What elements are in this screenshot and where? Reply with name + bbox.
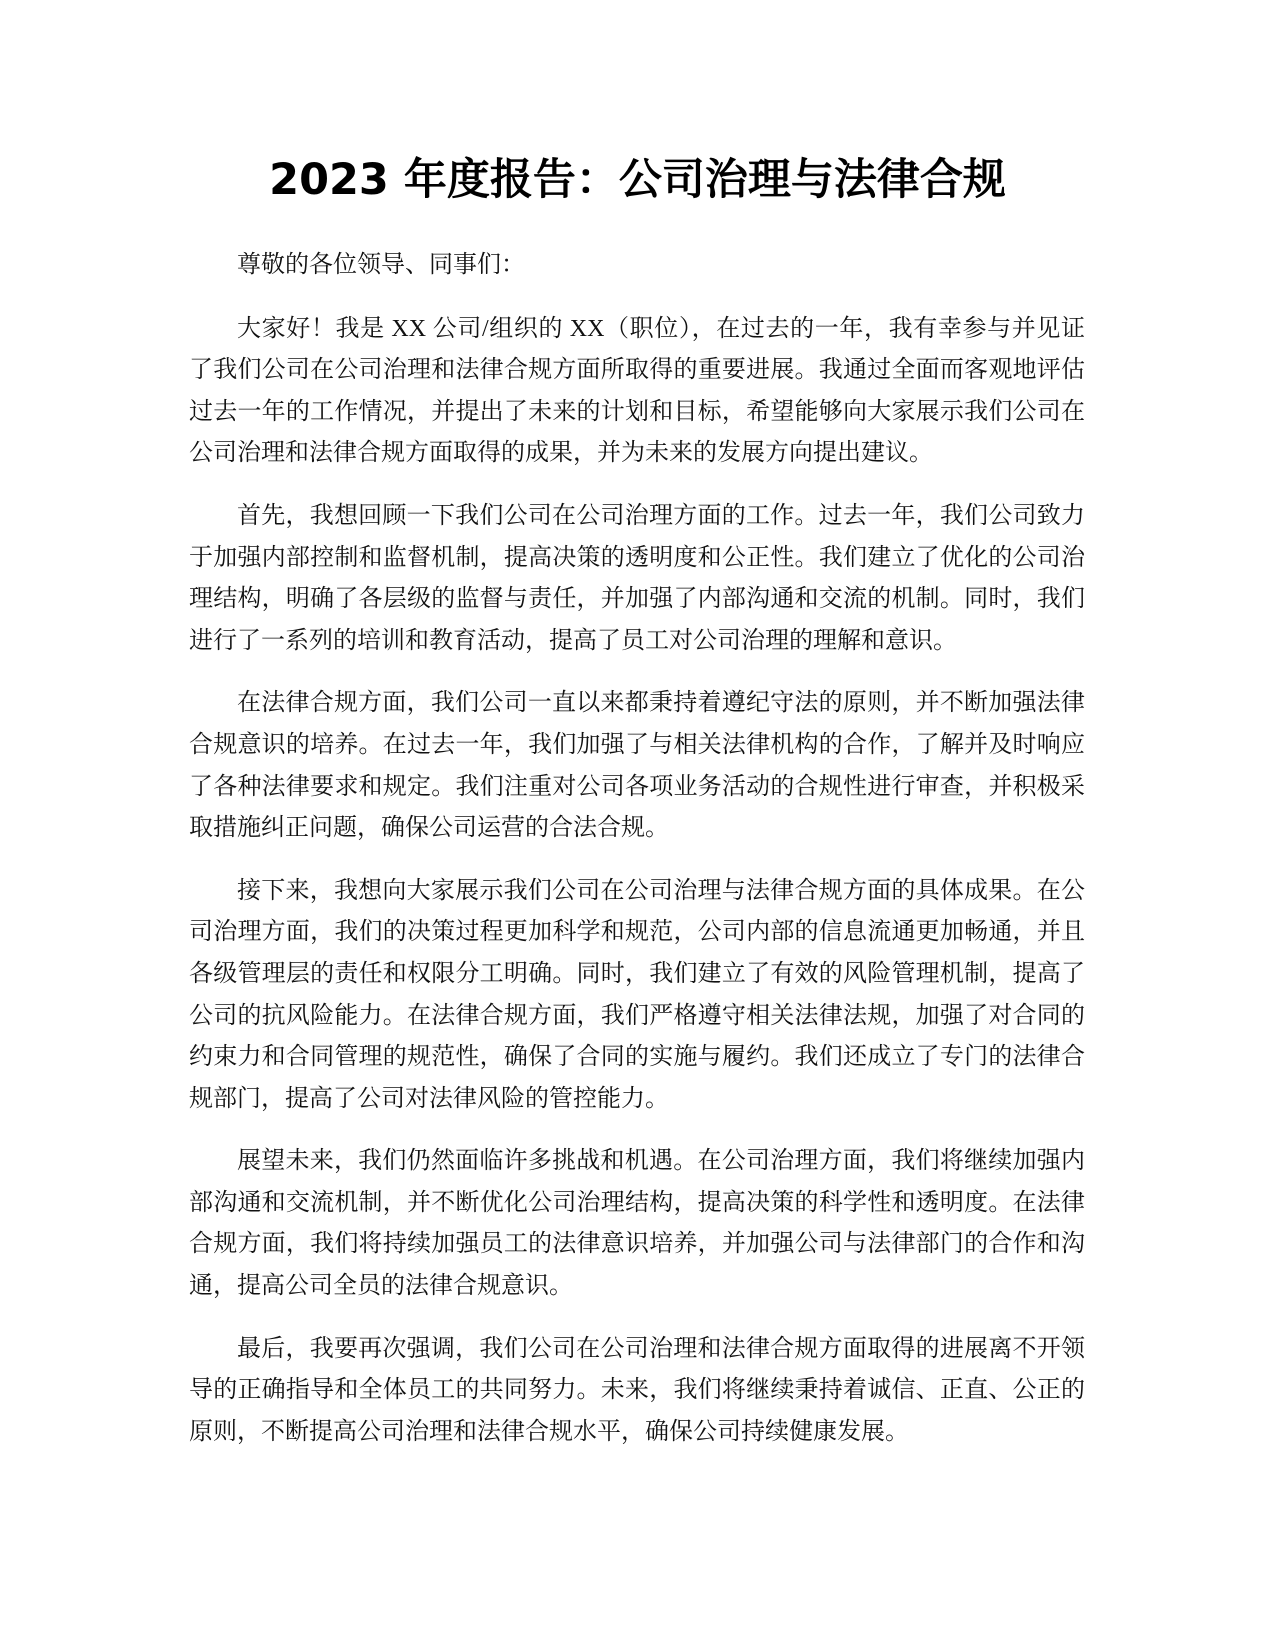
- paragraph-governance-review: 首先，我想回顾一下我们公司在公司治理方面的工作。过去一年，我们公司致力于加强内部控制和监督机制，提高决策的透明度和公正性。我们建立了优化的公司治理结构，明确了各层级的监督与责任，并加强了内部沟通和交流的机制。同时，我们进行了一系列的培训和教育活动，提高了员工对公司治理的理解和意识。: [189, 502, 1085, 654]
- document-body: [189, 245, 1085, 1474]
- paragraph-intro: 大家好！我是 XX 公司/组织的 XX（职位），在过去的一年，我有幸参与并见证了我们公司在公司治理和法律合规方面所取得的重要进展。我通过全面而客观地评估过去一年的工作情况，并提出了未来的计划和目标，希望能够向大家展示我们公司在公司治理和法律合规方面取得的成果，并为未来的发展方向提出建议。: [189, 315, 1085, 467]
- paragraph-achievements: 接下来，我想向大家展示我们公司在公司治理与法律合规方面的具体成果。在公司治理方面，我们的决策过程更加科学和规范，公司内部的信息流通更加畅通，并且各级管理层的责任和权限分工明确。同时，我们建立了有效的风险管理机制，提高了公司的抗风险能力。在法律合规方面，我们严格遵守相关法律法规，加强了对合同的约束力和合同管理的规范性，确保了合同的实施与履约。我们还成立了专门的法律合规部门，提高了公司对法律风险的管控能力。: [189, 877, 1085, 1112]
- document-title: 2023 年度报告：公司治理与法律合规: [269, 155, 1006, 205]
- paragraph-outlook: 展望未来，我们仍然面临许多挑战和机遇。在公司治理方面，我们将继续加强内部沟通和交流机制，并不断优化公司治理结构，提高决策的科学性和透明度。在法律合规方面，我们将持续加强员工的法律意识培养，并加强公司与法律部门的合作和沟通，提高公司全员的法律合规意识。: [189, 1148, 1085, 1300]
- greeting-line: 尊敬的各位领导、同事们：: [237, 252, 525, 278]
- paragraph-legal-compliance: 在法律合规方面，我们公司一直以来都秉持着遵纪守法的原则，并不断加强法律合规意识的培养。在过去一年，我们加强了与相关法律机构的合作，了解并及时响应了各种法律要求和规定。我们注重对公司各项业务活动的合规性进行审查，并积极采取措施纠正问题，确保公司运营的合法合规。: [189, 690, 1085, 842]
- paragraph-conclusion: 最后，我要再次强调，我们公司在公司治理和法律合规方面取得的进展离不开领导的正确指导和全体员工的共同努力。未来，我们将继续秉持着诚信、正直、公正的原则，不断提高公司治理和法律合规水平，确保公司持续健康发展。: [189, 1335, 1085, 1445]
